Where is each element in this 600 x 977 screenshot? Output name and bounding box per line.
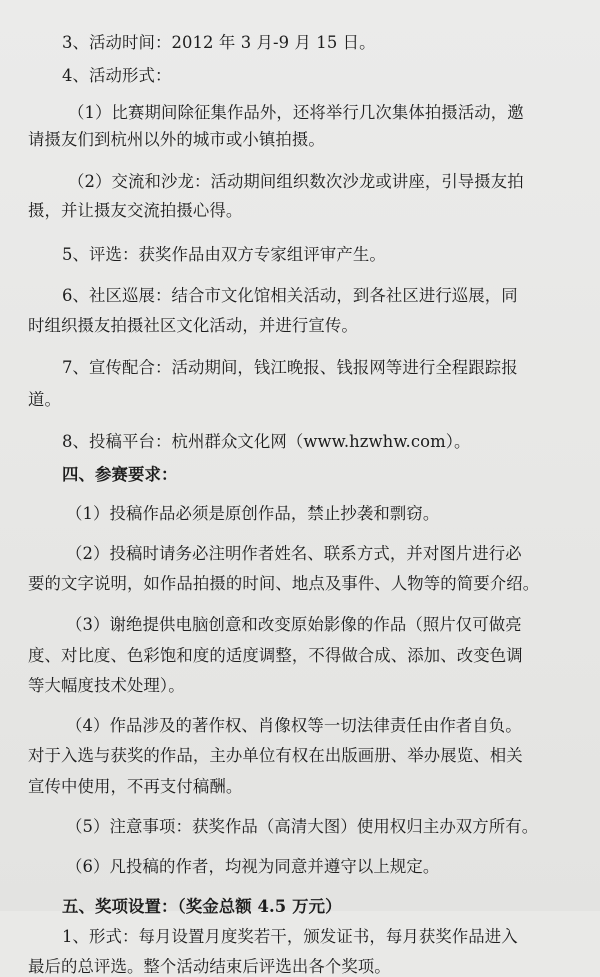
publicity-line-2: 道。 [28,390,61,409]
requirement-4-line-2: 对于入选与获奖的作品，主办单位有权在出版画册、举办展览、相关 [28,746,523,765]
requirement-5-line: （5）注意事项：获奖作品（高清大图）使用权归主办双方所有。 [66,817,539,836]
requirement-4-line-3: 宣传中使用，不再支付稿酬。 [28,777,243,796]
requirement-3-line-2: 度、对比度、色彩饱和度的适度调整，不得做合成、添加、改变色调 [28,646,523,665]
activity-form-heading: 4、活动形式： [62,66,172,85]
activity-time-line: 3、活动时间：2012 年 3 月-9 月 15 日。 [62,33,376,52]
section-five-heading: 五、奖项设置：（奖金总额 4.5 万元） [62,897,342,916]
community-tour-line-2: 时组织摄友拍摄社区文化活动，并进行宣传。 [28,316,358,335]
form-item-2-line-1: （2）交流和沙龙：活动期间组织数次沙龙或讲座，引导摄友拍 [68,172,524,191]
requirement-1-line: （1）投稿作品必须是原创作品，禁止抄袭和剽窃。 [66,504,440,523]
form-item-2-line-2: 摄，并让摄友交流拍摄心得。 [28,201,243,220]
award-form-line-1: 1、形式：每月设置月度奖若干，颁发证书，每月获奖作品进入 [62,927,518,946]
publicity-line-1: 7、宣传配合：活动期间，钱江晚报、钱报网等进行全程跟踪报 [62,358,518,377]
requirement-6-line: （6）凡投稿的作者，均视为同意并遵守以上规定。 [66,857,440,876]
community-tour-line-1: 6、社区巡展：结合市文化馆相关活动，到各社区进行巡展，同 [62,286,518,305]
award-form-line-2: 最后的总评选。整个活动结束后评选出各个奖项。 [28,957,391,976]
section-four-heading: 四、参赛要求： [62,465,178,484]
submission-platform-line: 8、投稿平台：杭州群众文化网（www.hzwhw.com）。 [62,432,471,451]
requirement-2-line-2: 要的文字说明，如作品拍摄的时间、地点及事件、人物等的简要介绍。 [28,574,540,593]
requirement-3-line-3: 等大幅度技术处理）。 [28,676,185,695]
requirement-4-line-1: （4）作品涉及的著作权、肖像权等一切法律责任由作者自负。 [66,716,522,735]
selection-line: 5、评选：获奖作品由双方专家组评审产生。 [62,245,386,264]
form-item-1-line-2: 请摄友们到杭州以外的城市或小镇拍摄。 [28,130,325,149]
requirement-2-line-1: （2）投稿时请务必注明作者姓名、联系方式，并对图片进行必 [66,544,522,563]
requirement-3-line-1: （3）谢绝提供电脑创意和改变原始影像的作品（照片仅可做亮 [66,615,522,634]
form-item-1-line-1: （1）比赛期间除征集作品外，还将举行几次集体拍摄活动，邀 [68,103,524,122]
